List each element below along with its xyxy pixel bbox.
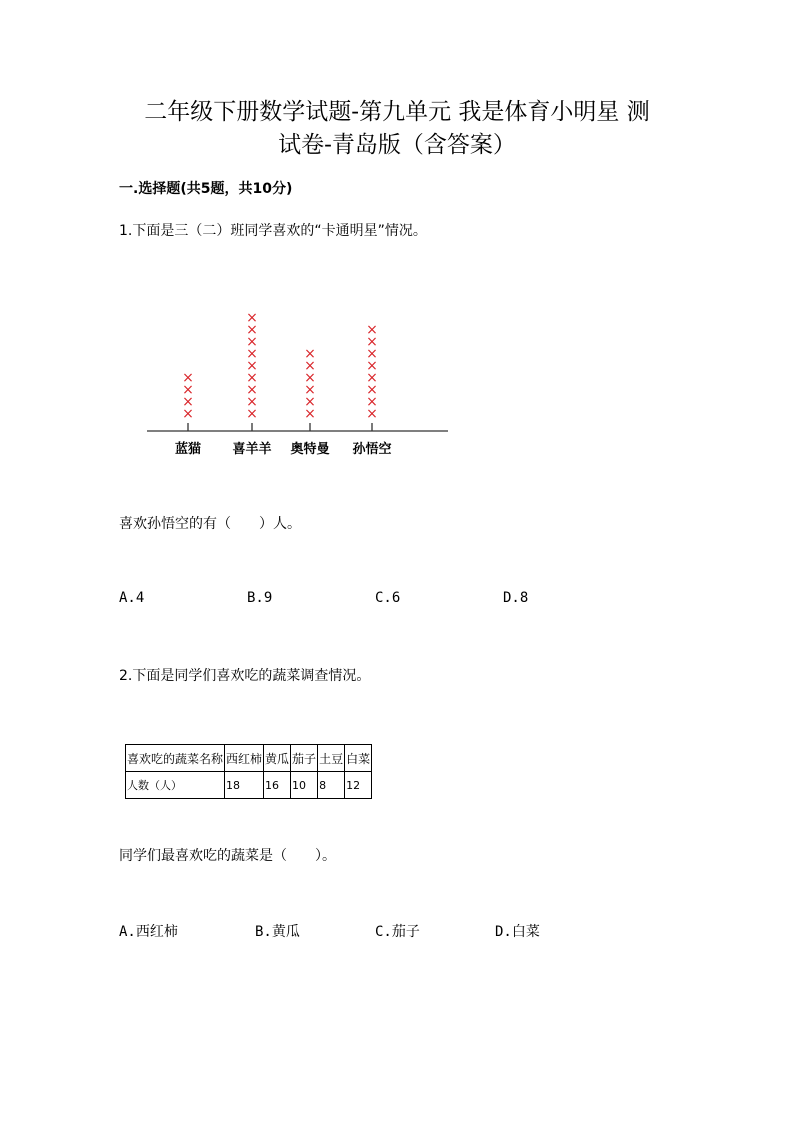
chart-mark-x: × xyxy=(246,346,258,362)
category-label: 喜羊羊 xyxy=(232,442,272,457)
table-cell: 西红柿 xyxy=(225,745,264,772)
chart-mark-x: × xyxy=(366,346,378,362)
question-1-prompt: 喜欢孙悟空的有（ ）人。 xyxy=(119,516,301,532)
chart-mark-x: × xyxy=(366,322,378,338)
chart-mark-x: × xyxy=(304,358,316,374)
q1-option-c[interactable]: C.6 xyxy=(375,590,401,606)
chart-mark-x: × xyxy=(366,394,378,410)
chart-mark-x: × xyxy=(246,370,258,386)
chart-mark-x: × xyxy=(366,370,378,386)
q2-option-a[interactable]: A.西红柿 xyxy=(119,924,178,940)
chart-mark-x: × xyxy=(182,394,194,410)
chart-mark-x: × xyxy=(182,370,194,386)
table-cell: 12 xyxy=(345,772,372,799)
q2-option-d[interactable]: D.白菜 xyxy=(495,924,540,940)
chart-mark-x: × xyxy=(304,394,316,410)
chart-mark-x: × xyxy=(182,382,194,398)
chart-mark-x: × xyxy=(304,370,316,386)
q2-option-b[interactable]: B.黄瓜 xyxy=(255,924,300,940)
q1-option-b[interactable]: B.9 xyxy=(247,590,273,606)
table-cell: 16 xyxy=(264,772,291,799)
chart-mark-x: × xyxy=(246,382,258,398)
table-cell: 人数（人） xyxy=(126,772,225,799)
chart-mark-x: × xyxy=(366,406,378,422)
q1-option-d[interactable]: D.8 xyxy=(503,590,529,606)
chart-mark-x: × xyxy=(246,406,258,422)
table-cell: 喜欢吃的蔬菜名称 xyxy=(126,745,225,772)
vegetable-survey-table xyxy=(125,744,372,799)
chart-mark-x: × xyxy=(246,322,258,338)
chart-mark-x: × xyxy=(246,394,258,410)
chart-mark-x: × xyxy=(366,358,378,374)
question-2-prompt: 同学们最喜欢吃的蔬菜是（ ）。 xyxy=(119,848,336,864)
question-1-text: 1.下面是三（二）班同学喜欢的“卡通明星”情况。 xyxy=(119,223,427,239)
category-label: 奥特曼 xyxy=(290,442,330,457)
q1-option-a[interactable]: A.4 xyxy=(119,590,145,606)
category-label: 孙悟空 xyxy=(352,442,392,457)
table-cell: 10 xyxy=(291,772,318,799)
cartoon-star-chart xyxy=(140,300,460,470)
chart-mark-x: × xyxy=(246,334,258,350)
chart-mark-x: × xyxy=(366,334,378,350)
table-cell: 黄瓜 xyxy=(264,745,291,772)
page-title xyxy=(100,96,694,162)
section-heading: 一.选择题(共5题，共10分) xyxy=(119,181,293,197)
table-cell: 茄子 xyxy=(291,745,318,772)
question-2-text: 2.下面是同学们喜欢吃的蔬菜调查情况。 xyxy=(119,668,371,684)
table-cell: 18 xyxy=(225,772,264,799)
q2-option-c[interactable]: C.茄子 xyxy=(375,924,420,940)
table-header-row xyxy=(126,745,372,772)
chart-mark-x: × xyxy=(366,382,378,398)
chart-mark-x: × xyxy=(304,382,316,398)
table-row xyxy=(126,772,372,799)
title-line-1: 二年级下册数学试题-第九单元 我是体育小明星 测 xyxy=(144,99,650,125)
chart-mark-x: × xyxy=(246,358,258,374)
table-cell: 土豆 xyxy=(318,745,345,772)
table-cell: 8 xyxy=(318,772,345,799)
chart-mark-x: × xyxy=(304,346,316,362)
title-line-2: 试卷-青岛版（含答案） xyxy=(278,132,516,158)
chart-mark-x: × xyxy=(304,406,316,422)
table-cell: 白菜 xyxy=(345,745,372,772)
chart-mark-x: × xyxy=(182,406,194,422)
chart-mark-x: × xyxy=(246,310,258,326)
category-label: 蓝猫 xyxy=(174,442,202,457)
